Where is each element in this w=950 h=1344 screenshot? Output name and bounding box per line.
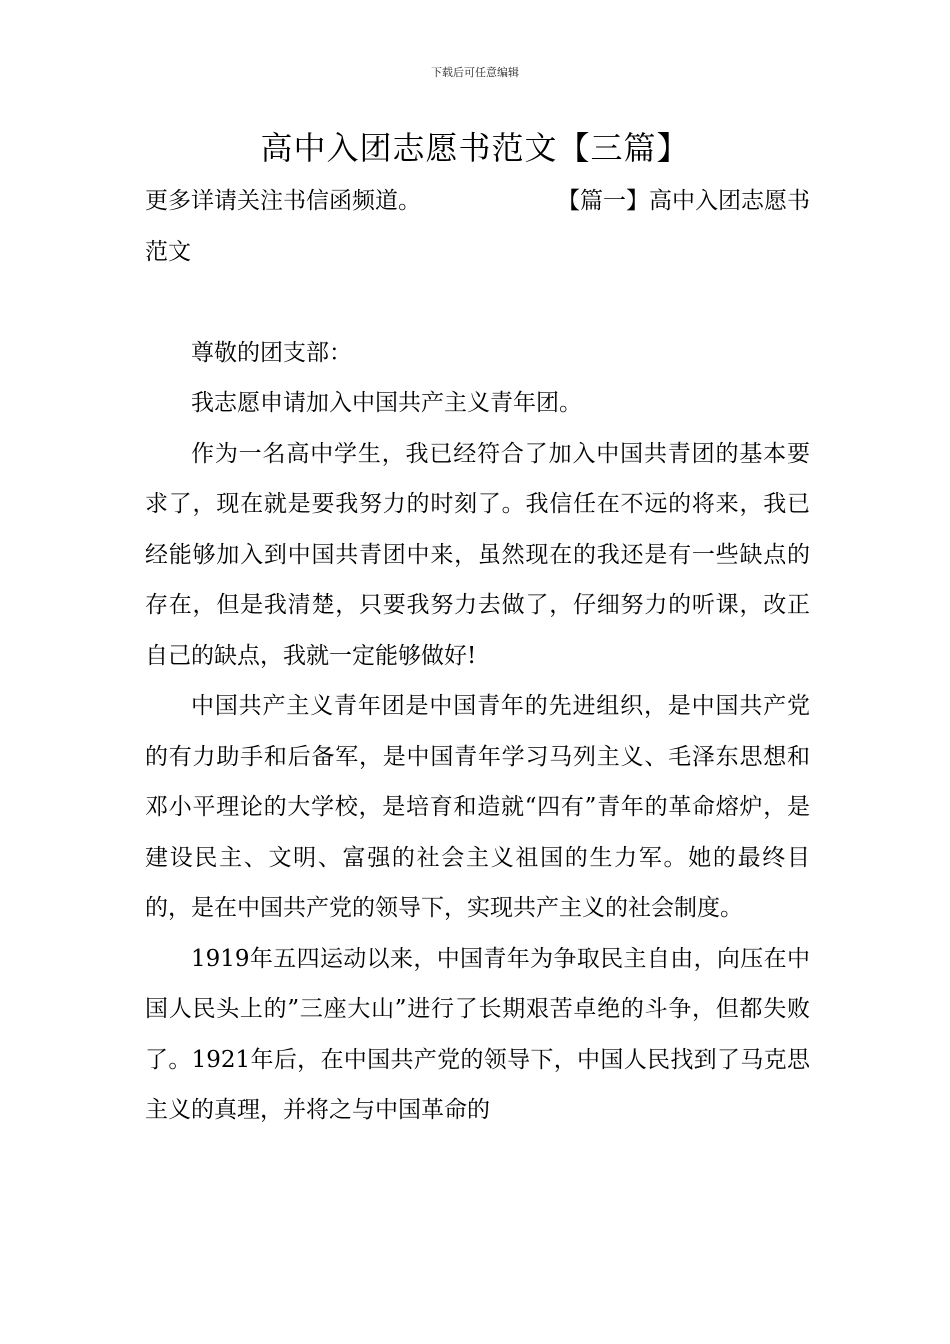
page-header-note: 下载后可任意编辑 — [431, 66, 519, 79]
intro-text: 更多详请关注书信函频道。 — [145, 188, 421, 214]
section-heading-1: 【篇一】高中入团志愿书 — [557, 188, 810, 214]
salutation: 尊敬的团支部： — [191, 339, 352, 366]
document-body — [145, 176, 810, 1136]
paragraph: 我志愿申请加入中国共产主义青年团。 — [191, 390, 582, 416]
document-title: 高中入团志愿书范文【三篇】 — [260, 129, 690, 167]
paragraph: 中国共产主义青年团是中国青年的先进组织，是中国共产党的有力助手和后备军，是中国青年学习马列主义、毛泽东思想和邓小平理论的大学校，是培育和造就“四有”青年的革命熔炉，是建设民主、文明、富强的社会主义祖国的生力军。她的最终目的，是在中国共产党的领导下，实现共产主义的社会制度。 — [145, 693, 810, 921]
paragraph: 作为一名高中学生，我已经符合了加入中国共青团的基本要求了，现在就是要我努力的时刻了。我信任在不远的将来，我已经能够加入到中国共青团中来，虽然现在的我还是有一些缺点的存在，但是我清楚，只要我努力去做了，仔细努力的听课，改正自己的缺点，我就一定能够做好! — [145, 440, 810, 669]
intro-line — [145, 176, 810, 227]
blank-line — [145, 277, 810, 328]
paragraph: 1919年五四运动以来，中国青年为争取民主自由，向压在中国人民头上的”三座大山”进行了长期艰苦卓绝的斗争，但都失败了。1921年后，在中国共产党的领导下，中国人民找到了马克思主义的真理，并将之与中国革命的 — [145, 945, 810, 1123]
section-heading-1-continued: 范文 — [145, 238, 191, 265]
